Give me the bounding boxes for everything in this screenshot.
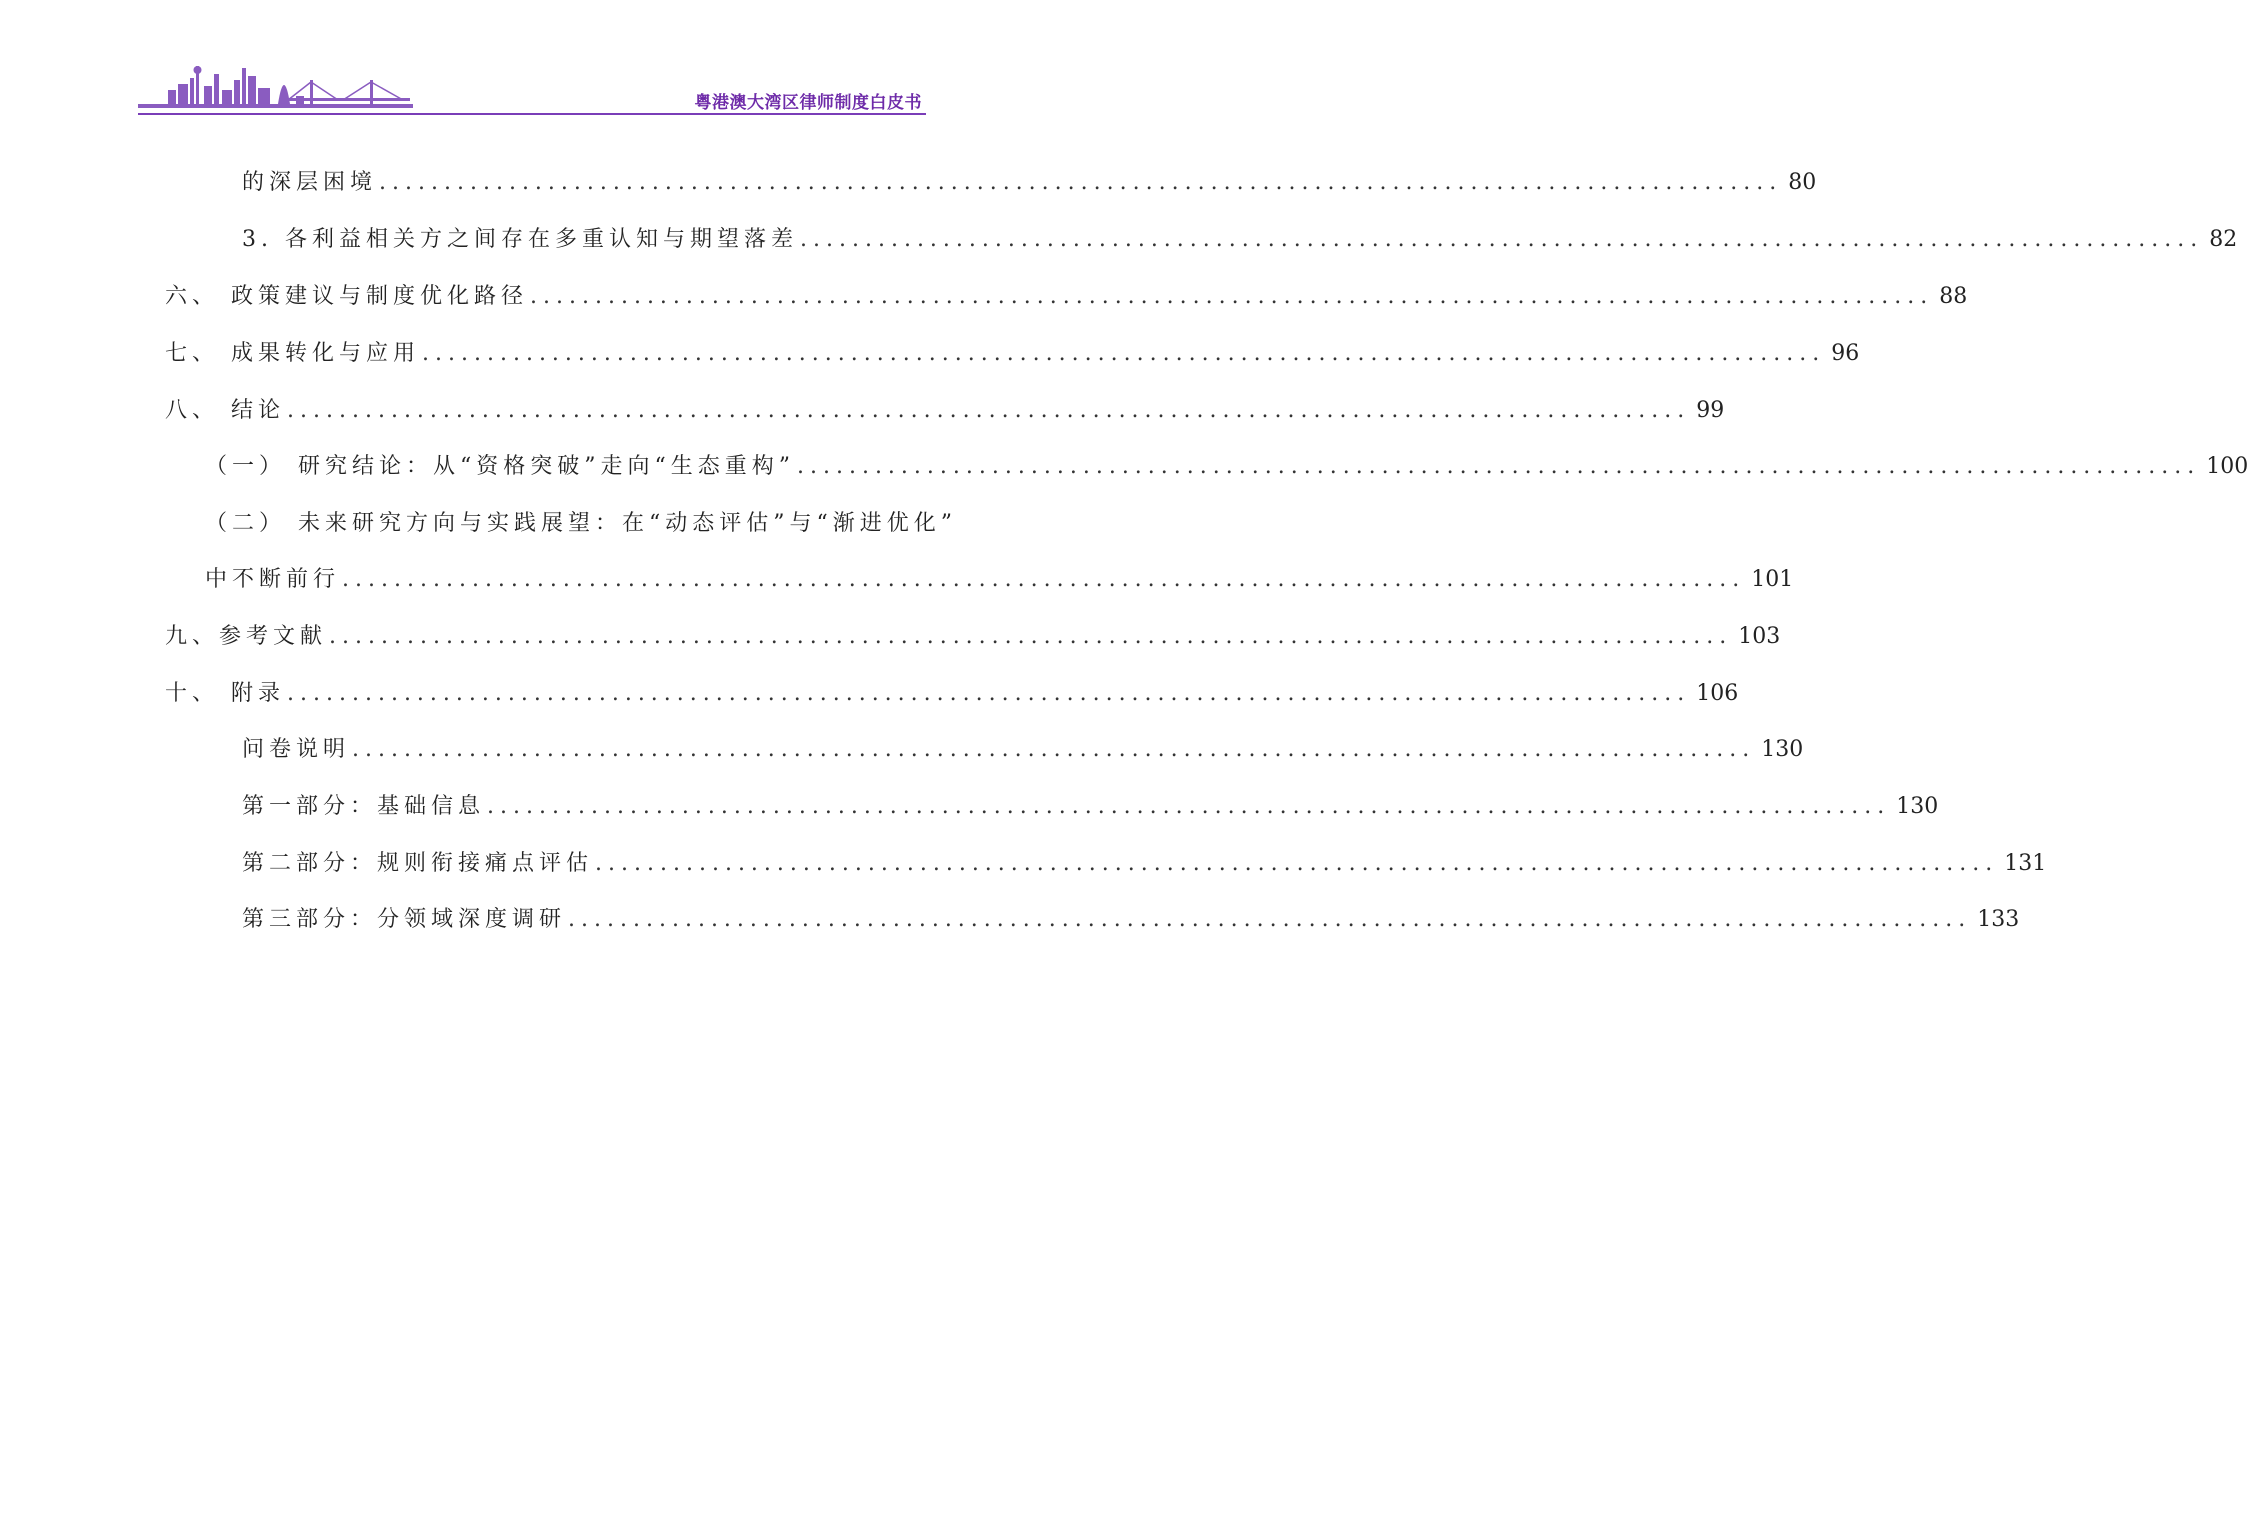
toc-entry[interactable] xyxy=(165,282,1968,312)
toc-entry-label: 九、参考文献 xyxy=(165,624,328,649)
toc-leader-dots: ............................................................................................................ xyxy=(379,170,1783,195)
toc-leader-dots: ............................................................................................................ xyxy=(595,851,1999,876)
header-title: 粤港澳大湾区律师制度白皮书 xyxy=(694,93,922,113)
toc-leader-dots: ............................................................................................................ xyxy=(287,681,1691,706)
toc-entry[interactable] xyxy=(165,622,1781,652)
toc-leader-dots: ............................................................................................................ xyxy=(530,284,1934,309)
toc-entry-label: 中不断前行 xyxy=(205,567,341,592)
toc-entry[interactable] xyxy=(242,735,1804,765)
toc-entry[interactable] xyxy=(165,339,1860,369)
toc-entry-page: 80 xyxy=(1788,170,1817,195)
toc-entry-label: 六、 政策建议与制度优化路径 xyxy=(165,284,528,309)
toc-entry-page: 106 xyxy=(1696,681,1739,706)
toc-leader-dots: ............................................................................................................ xyxy=(796,454,2201,479)
toc-leader-dots: ............................................................................................................ xyxy=(352,737,1756,762)
toc-entry-label: 3. 各利益相关方之间存在多重认知与期望落差 xyxy=(242,227,798,252)
toc-entry-label: 第一部分：基础信息 xyxy=(242,794,486,819)
toc-leader-dots: ............................................................................................................ xyxy=(487,794,1891,819)
toc-entry[interactable] xyxy=(242,225,2238,255)
toc-entry-label: 第二部分：规则衔接痛点评估 xyxy=(242,851,594,876)
toc-entry[interactable] xyxy=(205,565,1794,595)
toc-entry-label: 十、 附录 xyxy=(165,681,285,706)
toc-entry[interactable] xyxy=(165,396,1725,426)
toc-entry-label: 问卷说明 xyxy=(242,737,351,762)
toc-entry-continued-label[interactable]: （二） 未来研究方向与实践展望：在“动态评估”与“渐进优化” xyxy=(205,511,957,536)
toc-entry-page: 96 xyxy=(1831,341,1860,366)
toc-leader-dots: ............................................................................................................ xyxy=(568,907,1972,932)
toc-entry[interactable] xyxy=(242,849,2047,879)
toc-entry-page: 130 xyxy=(1896,794,1939,819)
toc-entry-page: 130 xyxy=(1761,737,1804,762)
toc-entry[interactable] xyxy=(242,905,2020,935)
toc-entry-page: 101 xyxy=(1751,567,1794,592)
toc-leader-dots: ............................................................................................................ xyxy=(422,341,1826,366)
toc-entry-page: 100 xyxy=(2206,454,2248,479)
toc-entry-label: 七、 成果转化与应用 xyxy=(165,341,420,366)
toc-entry-page: 88 xyxy=(1939,284,1968,309)
toc-entry[interactable] xyxy=(242,792,1939,822)
toc-leader-dots: ............................................................................................................ xyxy=(287,398,1691,423)
toc-entry-label: 的深层困境 xyxy=(242,170,378,195)
toc-entry-page: 82 xyxy=(2209,227,2238,252)
toc-entry-page: 131 xyxy=(2004,851,2047,876)
toc-leader-dots: ............................................................................................................ xyxy=(800,227,2204,252)
toc-entry-label: （一） 研究结论：从“资格突破”走向“生态重构” xyxy=(205,454,795,479)
toc-entry[interactable] xyxy=(165,679,1739,709)
toc-entry-label: 八、 结论 xyxy=(165,398,285,423)
toc-leader-dots: ............................................................................................................ xyxy=(329,624,1733,649)
toc-leader-dots: ............................................................................................................ xyxy=(342,567,1746,592)
toc-entry-label: 第三部分：分领域深度调研 xyxy=(242,907,567,932)
toc-entry[interactable] xyxy=(205,452,2248,482)
toc-entry-page: 133 xyxy=(1977,907,2020,932)
toc-entry-page: 103 xyxy=(1738,624,1781,649)
toc-entry[interactable] xyxy=(242,168,1817,198)
toc-entry-page: 99 xyxy=(1696,398,1725,423)
